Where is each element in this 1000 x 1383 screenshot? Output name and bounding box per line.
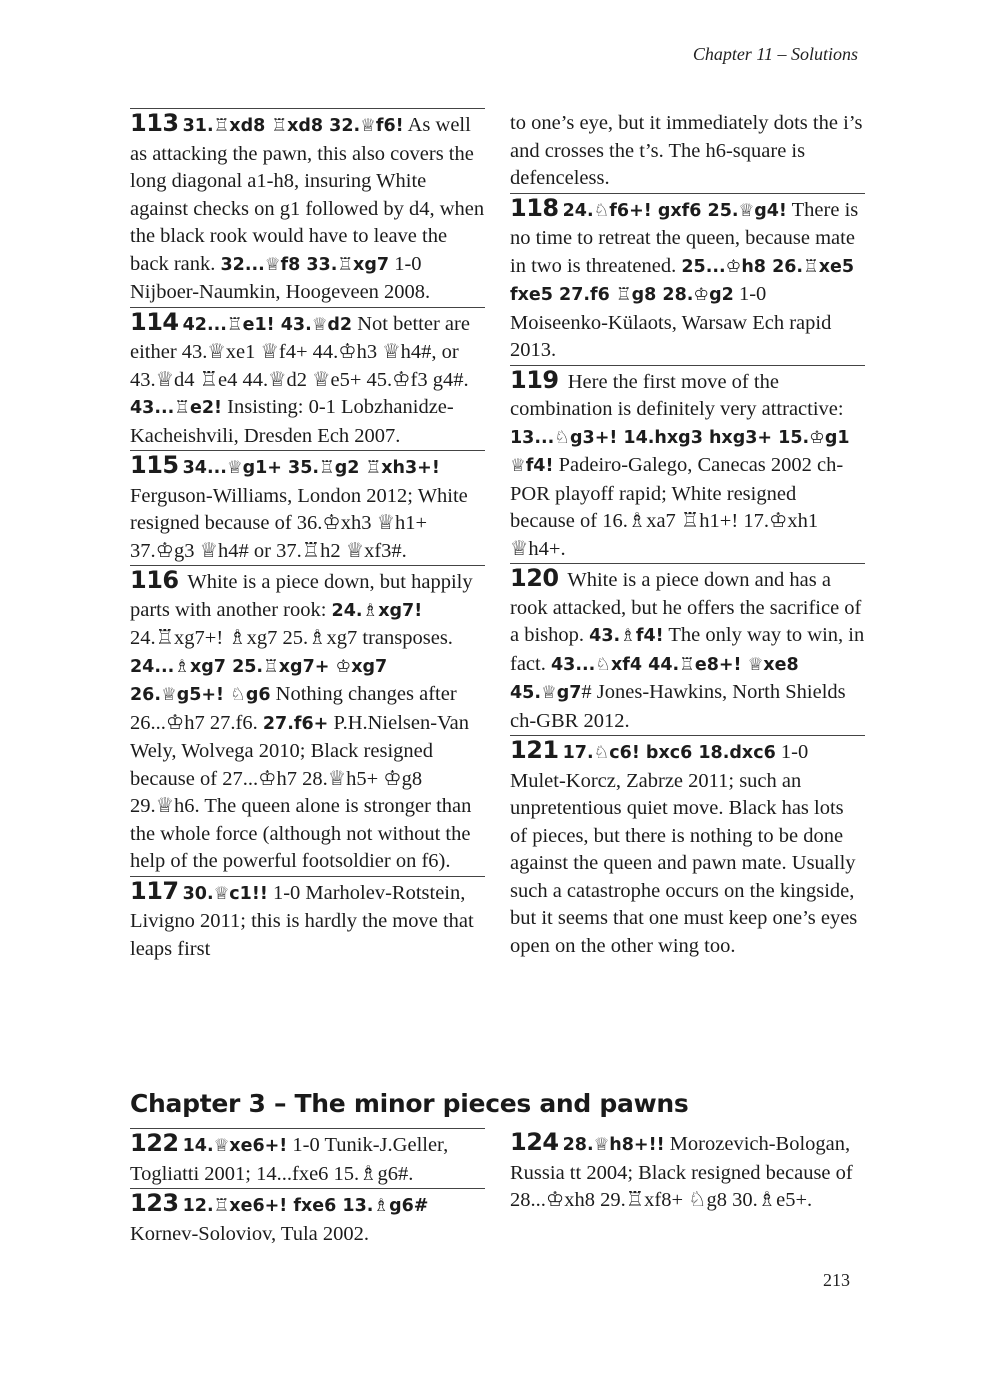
move-notation: 24...♗xg7 25.♖xg7+ ♔xg7 26.♕g5+! ♘g6 <box>130 656 388 705</box>
move-notation: 12.♖xe6+! fxe6 13.♗g6# <box>182 1196 429 1216</box>
commentary-text: Not better are either 43.♕xe1 ♕f4+ 44.♔h3 ♕h4#, or 43.♕d4 ♖e4 44.♕d2 ♕e5+ 45.♔f3 g4#. <box>130 312 470 391</box>
commentary-text: White is a piece down, but happily parts with another rook: <box>130 571 473 621</box>
solution-124 <box>510 1128 865 1215</box>
commentary-text: P.H.Nielsen-Van Wely, Wolvega 2010; Black resigned because of 27...♔h7 28.♕h5+ ♔g8 29.♕h6. The queen alone is stronger than the whole force (although not without the help of the powerful footsoldier on f6). <box>130 711 472 872</box>
move-notation: 31.♖xd8 ♖xd8 32.♕f6! <box>182 116 404 136</box>
solution-117-continued <box>510 108 865 193</box>
move-notation: 43...♖e2! <box>130 398 223 418</box>
move-notation: 14.♕xe6+! <box>182 1136 288 1156</box>
commentary-text: Padeiro-Galego, Canecas 2002 ch-POR playoff rapid; White resigned because of 16.♗xa7 ♖h1+! 17.♔xh1 ♕h4+. <box>510 454 844 560</box>
move-notation: 32...♕f8 33.♖xg7 <box>220 254 390 275</box>
commentary-text: Ferguson-Williams, London 2012; White resigned because of 36.♔xh3 ♕h1+ 37.♔g3 ♕h4# or 37.♖h2 ♕xf3#. <box>130 484 468 562</box>
solution-number: 117 <box>130 876 179 905</box>
move-notation: 27.f6+ <box>262 713 329 734</box>
move-notation: 43...♘xf4 44.♖e8+! ♕xe8 45.♕g7 <box>510 654 799 703</box>
solution-113 <box>130 108 485 307</box>
commentary-text: 1-0 Tunik-J.Geller, Togliatti 2001; 14...fxe6 15.♗g6#. <box>130 1134 449 1185</box>
move-notation: 24.♘f6+! gxf6 25.♕g4! <box>562 200 787 221</box>
column-right-top <box>510 108 865 960</box>
solution-122 <box>130 1128 485 1188</box>
solution-116 <box>130 565 485 876</box>
column-left-bottom <box>130 1128 485 1248</box>
solution-117 <box>130 876 485 964</box>
solution-number: 115 <box>130 451 179 479</box>
section-heading: Chapter 3 – The minor pieces and pawns <box>130 1089 689 1118</box>
commentary-text: Morozevich-Bologan, Russia tt 2004; Black resigned because of 28...♔xh8 29.♖xf8+ ♘g8 30.♗e5+. <box>510 1133 853 1211</box>
solution-number: 116 <box>130 566 179 594</box>
commentary-text: There is no time to retreat the queen, because mate in two is threatened. <box>510 198 859 277</box>
running-head: Chapter 11 – Solutions <box>692 44 858 64</box>
commentary-text: 1-0 Mulet-Korcz, Zabrze 2011; such an unpretentious quiet move. Black has lots of pieces, but there is nothing to be done against the queen and pawn mate. Usually such a catastrophe occurs on the kingside, but it seems that one must keep one’s eyes open on the other wing too. <box>510 741 858 957</box>
commentary-text: to one’s eye, but it immediately dots the i’s and crosses the t’s. The h6-square is defenceless. <box>510 112 863 189</box>
solution-118 <box>510 193 865 365</box>
commentary-text: 24.♖xg7+! ♗xg7 25.♗xg7 transposes. <box>130 627 453 649</box>
solution-number: 114 <box>130 307 179 336</box>
move-notation: 43.♗f4! <box>589 626 664 646</box>
solution-120 <box>510 563 865 735</box>
solution-114 <box>130 307 485 451</box>
solution-123 <box>130 1188 485 1248</box>
commentary-text: 1-0 Marholev-Rotstein, Livigno 2011; this is hardly the move that leaps first <box>130 881 474 960</box>
commentary-text: Here the first move of the combination is definitely very attractive: <box>510 370 844 420</box>
commentary-text: Insisting: 0-1 Lobzhanidze-Kacheishvili, Dresden Ech 2007. <box>130 396 454 447</box>
move-notation: 25...♔h8 26.♖xe5 fxe5 27.f6 ♖g8 28.♔g2 <box>510 256 855 305</box>
solution-number: 124 <box>510 1128 559 1156</box>
solution-number: 121 <box>510 736 559 764</box>
move-notation: 30.♕c1!! <box>182 883 268 904</box>
commentary-text: As well as attacking the pawn, this also covers the long diagonal a1-h8, insuring White against checks on g1 followed by d4, when the black rook would have to leave the back rank. <box>130 114 485 275</box>
move-notation: 34...♕g1+ 35.♖g2 ♖xh3+! <box>182 458 440 478</box>
solution-121 <box>510 735 865 960</box>
move-notation: 28.♕h8+!! <box>562 1135 665 1155</box>
move-notation: 42...♖e1! 43.♕d2 <box>182 314 353 335</box>
page-number: 213 <box>823 1270 850 1290</box>
move-notation: 17.♘c6! bxc6 18.dxc6 <box>562 743 776 763</box>
column-right-bottom <box>510 1128 865 1215</box>
commentary-text: 1-0 Nijboer-Naumkin, Hoogeveen 2008. <box>130 252 431 303</box>
solution-119 <box>510 365 865 564</box>
solution-number: 113 <box>130 109 179 137</box>
commentary-text: # Jones-Hawkins, North Shields ch-GBR 2012. <box>510 681 846 732</box>
solution-115 <box>130 450 485 565</box>
solution-number: 119 <box>510 365 559 394</box>
commentary-text: Nothing changes after 26...♔h7 27.f6. <box>130 683 457 734</box>
solution-number: 122 <box>130 1129 179 1157</box>
move-notation: 24.♗xg7! <box>331 600 423 621</box>
move-notation: 13...♘g3+! 14.hxg3 hxg3+ 15.♔g1 ♕f4! <box>510 427 850 476</box>
commentary-text: White is a piece down and has a rook attacked, but he offers the sacrifice of a bishop. <box>510 569 862 646</box>
solution-number: 120 <box>510 564 559 592</box>
solution-number: 123 <box>130 1189 179 1217</box>
commentary-text: Kornev-Soloviov, Tula 2002. <box>130 1222 369 1245</box>
column-left-top <box>130 108 485 963</box>
commentary-text: 1-0 Moiseenko-Külaots, Warsaw Ech rapid 2013. <box>510 283 832 361</box>
commentary-text: The only way to win, in fact. <box>510 624 865 675</box>
solution-number: 118 <box>510 193 559 222</box>
